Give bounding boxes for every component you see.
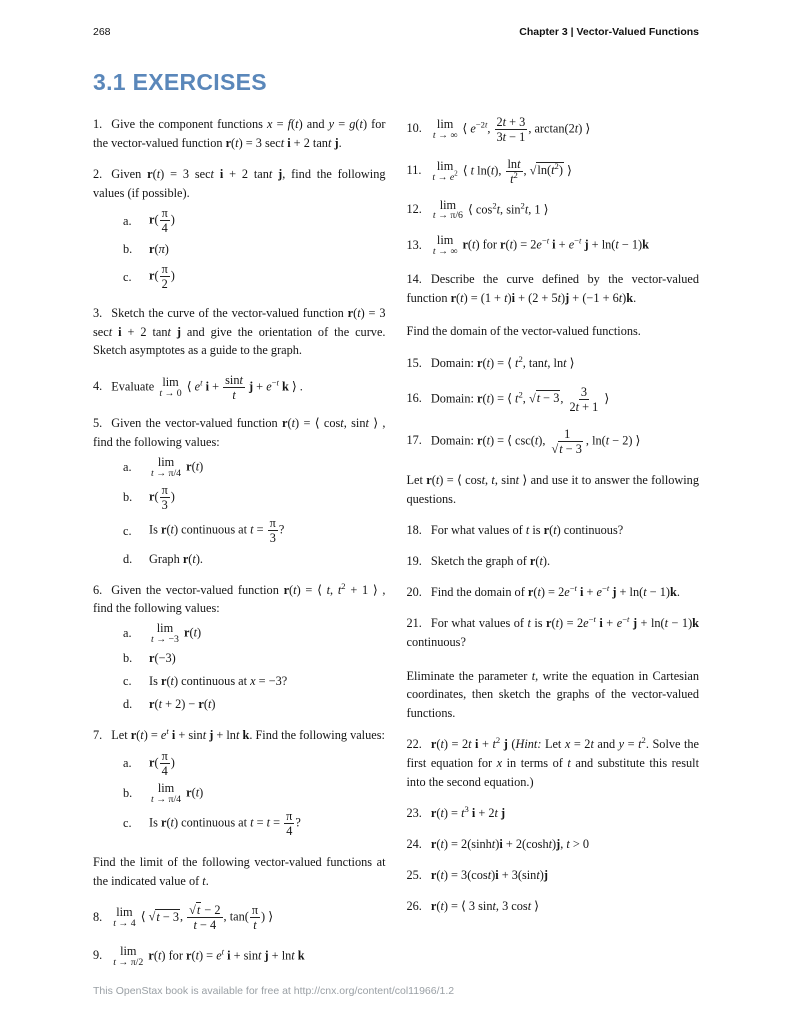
exercise-number: 8.: [93, 909, 103, 924]
exercise-part: [123, 262, 386, 291]
limit-expression: lim t → π/6: [432, 197, 463, 222]
exercise-4: [93, 373, 386, 402]
exercise-number: 7.: [93, 727, 103, 742]
exercise-21: [407, 614, 700, 651]
part-text: r( $\frac{\pi}{3}$ ): [149, 482, 175, 513]
exercise-body: 12. lim t → π/6 ⟨ $\cos^2t$, $\sin^2t$, 1 ⟩: [406, 197, 549, 222]
exercise-body: 17. Domain: r(t) = ⟨ csc(t), $\frac{1}{√t - 3}$ , ln(t − 2) ⟩: [406, 426, 641, 456]
sqrt-radical: √t − 3: [528, 391, 560, 406]
exercise-2: [93, 165, 386, 292]
exercise-number: 25.: [406, 868, 422, 883]
part-text: r(−3): [149, 651, 176, 666]
fraction: $\frac{3}{2t + 1}$: [569, 384, 599, 414]
exercise-19: [407, 552, 700, 571]
exercise-body: 7. Let $r(t) = e^t$ i + sint j + lnt k. Find the following values:: [93, 725, 385, 742]
exercise-part: [123, 782, 386, 805]
exercise-5: [93, 414, 386, 568]
exercise-17: [407, 427, 700, 456]
exercise-number: 4.: [93, 379, 103, 394]
fraction: $\frac{\pi}{4}$: [286, 809, 293, 839]
part-label: d.: [123, 551, 133, 566]
exercise-8: [93, 903, 386, 932]
exercise-part: [123, 240, 386, 259]
exercise-3: [93, 304, 386, 360]
exercise-body: 25. r(t) = 3(cost)i + 3(sint)j: [406, 868, 548, 883]
fraction: $\frac{2t + 3}{3t - 1}$: [496, 115, 526, 145]
exercise-body: 26. r(t) = ⟨ 3 sint, 3 cost ⟩: [406, 899, 539, 914]
sqrt-radical: √t − 3: [148, 909, 179, 924]
limit-expression: lim t → ∞: [432, 117, 458, 141]
exercise-body: 13. lim t → ∞ r(t) for $r(t) = 2e^{-t}$ $i + e^{-t}$ j + ln(t − 1)k: [406, 233, 649, 258]
exercise-9: [93, 945, 386, 968]
part-text: Is r(t) continuous at t = $\frac{\pi}{3}$ ?: [149, 516, 285, 546]
exercise-number: 14.: [406, 272, 422, 287]
exercise-body: 20. Find the domain of $r(t) = 2e^{-t}$ $i + e^{-t}$ j + ln(t − 1)k.: [406, 583, 680, 600]
exercise-body: 4. Evaluate lim t → 0 ⟨ $e^t$ i + $\frac{\sin t}{t}$ $j + e^{-t}$ k ⟩ .: [93, 372, 303, 402]
section-intro: Let r(t) = ⟨ cost, t, sint ⟩ and use it to answer the following questions.: [406, 472, 699, 506]
exercise-number: 11.: [406, 163, 422, 178]
exercises-left-column: [93, 115, 386, 981]
exercise-body: 23. $r(t) = t^3$ i + 2t j: [406, 803, 506, 820]
exercise-body: 24. r(t) = 2(sinht)i + 2(cosht)j, t > 0: [406, 836, 590, 851]
part-label: a.: [123, 459, 132, 474]
exercise-6: [93, 581, 386, 714]
exercise-columns: [93, 115, 699, 981]
exercise-number: 1.: [93, 117, 103, 131]
exercise-16: [407, 385, 700, 414]
part-label: b.: [123, 490, 133, 505]
exercise-number: 6.: [93, 582, 103, 597]
part-text: Is r(t) continuous at x = −3?: [149, 674, 288, 688]
exercise-body: 6. Given the vector-valued function r(t) = ⟨ t, $t^2 + 1$ ⟩ , find the following values:: [93, 580, 386, 616]
limit-expression: lim t → −3: [151, 621, 179, 645]
page-number: 268: [93, 26, 111, 38]
exercise-12: [407, 199, 700, 222]
exercise-number: 17.: [406, 433, 422, 448]
part-label: a.: [123, 626, 132, 641]
exercise-part: [123, 483, 386, 512]
part-label: a.: [123, 213, 132, 228]
exercise-20: [407, 583, 700, 602]
exercise-15: [407, 354, 700, 373]
exercise-number: 12.: [406, 202, 422, 216]
section-intro: Find the domain of the vector-valued functions.: [406, 324, 641, 339]
page-footer: This OpenStax book is available for free at http://cnx.org/content/col11966/1.2: [93, 985, 455, 997]
fraction: $\frac{1}{√t - 3}$: [551, 426, 582, 456]
exercise-22: [407, 735, 700, 791]
exercise-body: 9. lim t → π/2 r(t) for $r(t) = e^t$ i + sint j + lnt k: [93, 944, 305, 968]
exercise-body: 19. Sketch the graph of r(t).: [406, 553, 551, 568]
part-label: a.: [123, 755, 132, 770]
exercise-part: [123, 809, 386, 838]
exercise-body: 16. Domain: r(t) = ⟨ $t^2$, √t − 3, $\frac{3}{2t + 1}$ ⟩: [406, 384, 610, 414]
part-text: Graph r(t).: [149, 551, 203, 566]
exercise-part: [123, 550, 386, 569]
exercise-body: 15. Domain: r(t) = ⟨ $t^2$, tant, lnt ⟩: [406, 353, 575, 370]
exercise-body: 8. lim t → 4 ⟨ √t − 3, $\frac{√t - 2}{t - 4}$ , tan( $\frac{\pi}{t}$ ) ⟩: [93, 903, 274, 933]
fraction: $\frac{\ln t}{t^2}$: [507, 156, 521, 186]
exercise-number: 16.: [406, 391, 422, 406]
exercise-number: 13.: [406, 237, 422, 252]
exercise-part: [123, 749, 386, 778]
exercise-part: [123, 649, 386, 668]
part-label: b.: [123, 651, 133, 666]
exercise-13: [407, 234, 700, 257]
section-title: 3.1 EXERCISES: [93, 69, 267, 95]
part-text: Is r(t) continuous at t = t = $\frac{\pi}{4}$ ?: [149, 809, 301, 839]
exercise-body: 2. Given r(t) = 3 sect i + 2 tant j, find the following values (if possible).: [93, 166, 386, 200]
limit-expression: lim t → 4: [113, 905, 136, 930]
part-text: lim t → π/4 r(t): [151, 454, 204, 479]
fraction: $\frac{\pi}{3}$: [269, 516, 276, 546]
part-label: c.: [123, 816, 132, 831]
exercise-part: [123, 456, 386, 479]
part-text: r( $\frac{\pi}{4}$ ): [149, 206, 175, 236]
part-text: r( $\frac{\pi}{4}$ ): [149, 748, 175, 778]
part-label: b.: [123, 241, 133, 256]
sqrt-radical: √t: [189, 903, 201, 918]
exercise-23: [407, 804, 700, 823]
exercise-body: 18. For what values of t is r(t) continuous?: [406, 522, 624, 537]
exercise-number: 3.: [93, 306, 103, 320]
exercise-part: [123, 516, 386, 545]
part-text: lim t → π/4 r(t): [151, 780, 204, 805]
part-text: r(π): [149, 241, 169, 256]
exercise-number: 22.: [406, 737, 422, 752]
chapter-title: Chapter 3 | Vector-Valued Functions: [519, 26, 699, 38]
exercise-number: 9.: [93, 948, 103, 963]
exercise-number: 19.: [406, 553, 422, 568]
exercise-part: [123, 622, 386, 645]
fraction: $\frac{\sin t}{t}$: [225, 372, 243, 402]
exercise-number: 20.: [406, 585, 422, 600]
section-intro: Find the limit of the following vector-valued functions at the indicated value of t.: [93, 855, 386, 889]
part-text: r(t + 2) − r(t): [149, 696, 216, 711]
section-intro: Eliminate the parameter t, write the equation in Cartesian coordinates, then sketch the graphs of the vector-valued functions.: [406, 668, 699, 721]
fraction: $\frac{√t - 2}{t - 4}$: [189, 903, 221, 933]
exercise-number: 26.: [406, 899, 422, 914]
exercise-body: 21. For what values of t is $r(t) = 2e^{-t}$ $i + e^{-t}$ j + ln(t − 1)k continuous?: [406, 614, 700, 649]
exercise-14: [407, 270, 700, 307]
page-header: [93, 26, 699, 38]
exercise-24: [407, 835, 700, 854]
sqrt-radical: √t − 3: [551, 441, 582, 456]
exercises-right-column: [407, 115, 700, 981]
limit-expression: lim t → π/4: [151, 780, 182, 805]
part-text: r( $\frac{\pi}{2}$ ): [149, 262, 175, 292]
exercise-number: 10.: [406, 121, 422, 136]
part-label: c.: [123, 523, 132, 538]
exercise-number: 5.: [93, 416, 103, 431]
exercise-part: [123, 695, 386, 714]
fraction: $\frac{\pi}{4}$: [161, 748, 168, 778]
limit-expression: lim t → ∞: [432, 233, 458, 258]
fraction: $\frac{\pi}{4}$: [161, 206, 168, 236]
exercise-10: [407, 115, 700, 144]
fraction: $\frac{\pi}{3}$: [161, 482, 168, 513]
exercise-1: [93, 115, 386, 152]
limit-expression: lim $t \to e^2$: [432, 158, 458, 183]
exercise-body: 10. lim t → ∞ ⟨ $e^{-2t}$, $\frac{2t + 3}{3t - 1}$ , arctan(2t) ⟩: [406, 115, 591, 145]
limit-expression: lim t → 0: [159, 374, 182, 399]
fraction: $\frac{\pi}{t}$: [251, 903, 259, 933]
exercise-25: [407, 866, 700, 885]
fraction: $\frac{\pi}{2}$: [161, 262, 168, 292]
exercise-number: 21.: [406, 616, 422, 631]
part-label: c.: [123, 269, 132, 284]
exercise-number: 24.: [406, 836, 422, 851]
exercise-7: [93, 726, 386, 838]
part-label: d.: [123, 696, 133, 711]
exercise-body: 22. r(t) = 2t $i + t^2$ j (Hint: Let x = 2t and $y = t^2$. Solve the first equation for x in terms of t and substitute this result into the second equation.): [406, 735, 700, 789]
part-text: lim t → −3 r(t): [151, 621, 202, 645]
exercise-number: 2.: [93, 166, 103, 181]
limit-expression: lim t → π/2: [113, 944, 144, 968]
exercise-number: 18.: [406, 522, 422, 537]
exercise-18: [407, 521, 700, 540]
exercise-number: 23.: [406, 805, 422, 820]
exercise-body: 14. Describe the curve defined by the vector-valued function r(t) = (1 + t)i + (2 + 5t)j + (−1 + 6t)k.: [406, 272, 699, 305]
exercise-body: 11. lim $t \to e^2$ ⟨ t ln(t), $\frac{\ln t}{t^2}$ , $√\ln(t^2)$ ⟩: [406, 156, 572, 186]
part-label: b.: [123, 786, 133, 801]
sqrt-radical: $√\ln(t^2)$: [529, 161, 563, 178]
exercise-body: 3. Sketch the curve of the vector-valued function r(t) = 3 sect i + 2 tant j and give the orientation of the curve. Sketch asymptotes as a guide to the graph.: [93, 306, 386, 358]
exercise-part: [123, 672, 386, 691]
exercise-26: [407, 897, 700, 916]
exercise-part: [123, 206, 386, 235]
exercise-number: 15.: [406, 355, 422, 370]
limit-expression: lim t → π/4: [151, 454, 182, 479]
exercise-body: 1. Give the component functions x = f(t) and y = g(t) for the vector-valued function r(t) = 3 sect i + 2 tant j.: [93, 117, 386, 150]
part-label: c.: [123, 674, 132, 688]
exercise-body: 5. Given the vector-valued function r(t) = ⟨ cost, sint ⟩ , find the following values:: [93, 416, 386, 450]
exercise-11: [407, 157, 700, 186]
